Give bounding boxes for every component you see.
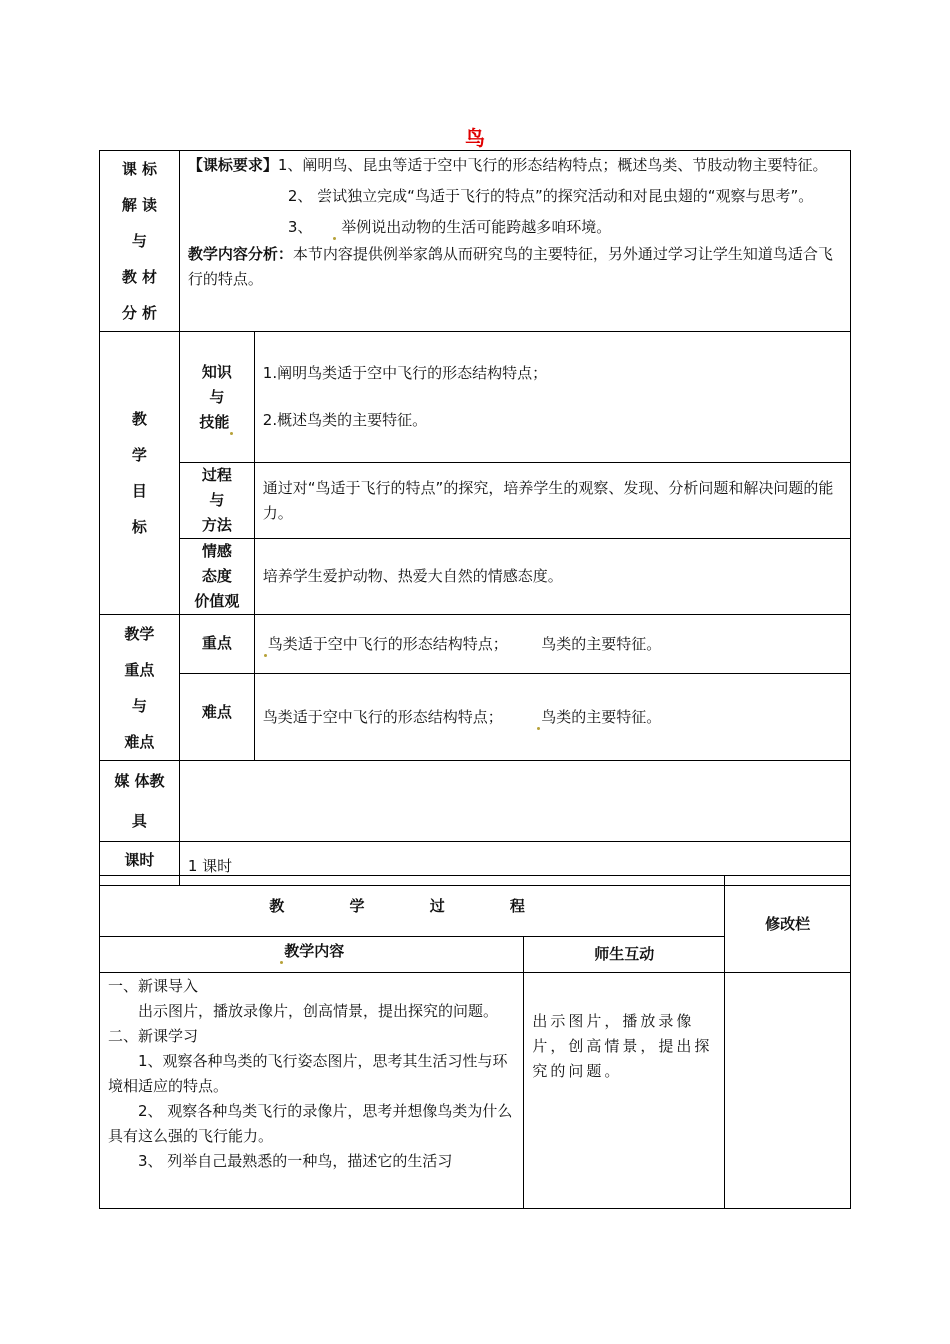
content-line: 3、 列举自己最熟悉的一种鸟，描述它的生活习: [138, 1152, 453, 1170]
label-line: 知识: [201, 362, 232, 381]
analysis-heading: 教学内容分析：: [187, 245, 293, 263]
key-content: [254, 615, 850, 674]
label-line: 过程: [201, 466, 232, 484]
content-line: 2、 观察各种鸟类飞行的录像片，思考并想像鸟类为什么具有这么强的飞行能力。: [108, 1102, 513, 1145]
requirement-3: [188, 215, 842, 240]
label-line: [180, 410, 254, 435]
hours-label: 课时: [100, 842, 180, 886]
label-line: 价值观: [194, 592, 240, 610]
content-label-text: 教学内容: [284, 942, 345, 960]
goals-label: [100, 332, 180, 615]
process-label: [179, 463, 254, 539]
requirement-3-text: 举例说出动物的生活可能跨越多咱环境。: [341, 218, 612, 236]
key-text: 鸟类的主要特征。: [541, 634, 662, 653]
label-line: 标: [131, 518, 147, 536]
label-line: 与: [131, 232, 147, 250]
label-line: 解 读: [121, 196, 158, 214]
label-text: 技能: [199, 412, 230, 431]
content-line: 出示图片，播放录像片，创高情景，提出探究的问题。: [138, 1002, 499, 1020]
dot-mark: [264, 654, 267, 657]
label-line: 与: [209, 387, 225, 406]
process-content: 通过对“鸟适于飞行的特点”的探究，培养学生的观察、发现、分析问题和解决问题的能力。: [254, 463, 850, 539]
requirement-heading: 【课标要求】: [187, 156, 278, 174]
knowledge-item: 2.概述鸟类的主要特征。: [262, 411, 428, 429]
knowledge-item: 1.阐明鸟类适于空中飞行的形态结构特点；: [262, 364, 548, 382]
curriculum-content: [179, 151, 850, 332]
label-line: 目: [131, 482, 147, 500]
teaching-process-table: [99, 875, 851, 1209]
label-line: 分 析: [121, 304, 158, 322]
media-content: [179, 761, 850, 842]
label-line: 课 标: [121, 160, 158, 178]
revise-content: [725, 973, 851, 1209]
hard-text: 鸟类的主要特征。: [541, 707, 662, 726]
emotion-label: [179, 539, 254, 615]
knowledge-content: [254, 332, 850, 463]
requirement-2: 2、 尝试独立完成“鸟适于飞行的特点”的探究活动和对昆虫翅的“观察与思考”。: [287, 187, 814, 205]
revise-label: 修改栏: [725, 876, 851, 973]
dot-mark: [230, 432, 233, 435]
label-line: 重点: [124, 660, 155, 679]
requirement-3-num: 3、: [287, 218, 313, 236]
hard-label: 难点: [179, 674, 254, 761]
content-line: 1、观察各种鸟类的飞行姿态图片，思考其生活习性与环境相适应的特点。: [108, 1052, 508, 1095]
hours-value: 1 课时: [179, 842, 850, 886]
label-line: 学: [131, 446, 147, 464]
dot-mark: [333, 237, 336, 240]
key-label: 重点: [179, 615, 254, 674]
label-line: 教学: [124, 624, 155, 643]
hard-text: 鸟类适于空中飞行的形态结构特点；: [262, 707, 503, 726]
curriculum-label: [100, 151, 180, 332]
requirement-1-text: 1、阐明鸟、昆虫等适于空中飞行的形态结构特点；概述鸟类、节肢动物主要特征。: [277, 156, 828, 174]
media-label: [100, 761, 180, 842]
content-line: 二、新课学习: [108, 1027, 199, 1045]
label-line: 教 材: [121, 268, 158, 286]
interaction-content: 出示图片，播放录像片，创高情景，提出探究的问题。: [524, 973, 725, 1209]
label-line: 具: [131, 812, 147, 830]
label-line: 态度: [201, 567, 232, 585]
hard-content: [254, 674, 850, 761]
label-line: 方法: [201, 516, 232, 534]
label-line: 情感: [201, 542, 232, 560]
label-line: 教: [131, 410, 147, 428]
lesson-info-table: [99, 150, 851, 886]
knowledge-label: [179, 332, 254, 463]
content-line: 一、新课导入: [108, 977, 199, 995]
label-line: 媒 体教: [114, 772, 165, 790]
dot-mark: [537, 727, 540, 730]
interaction-label: 师生互动: [524, 937, 725, 973]
analysis-text: 本节内容提供例举家鸽从而研究鸟的主要特征，另外通过学习让学生知道鸟适合飞行的特点。: [187, 245, 833, 288]
label-line: 与: [131, 696, 147, 715]
process-content: [100, 973, 524, 1209]
label-line: 与: [209, 491, 225, 509]
process-header: 教 学 过 程: [100, 876, 725, 937]
keypoints-label: [100, 615, 180, 761]
requirement-1: [188, 153, 842, 178]
label-line: 难点: [124, 732, 155, 751]
emotion-content: 培养学生爱护动物、热爱大自然的情感态度。: [254, 539, 850, 615]
key-text: 鸟类适于空中飞行的形态结构特点；: [267, 634, 508, 653]
dot-mark: [280, 961, 283, 964]
page-title: 鸟: [465, 126, 485, 150]
content-label: [100, 937, 524, 973]
analysis: [188, 242, 842, 292]
